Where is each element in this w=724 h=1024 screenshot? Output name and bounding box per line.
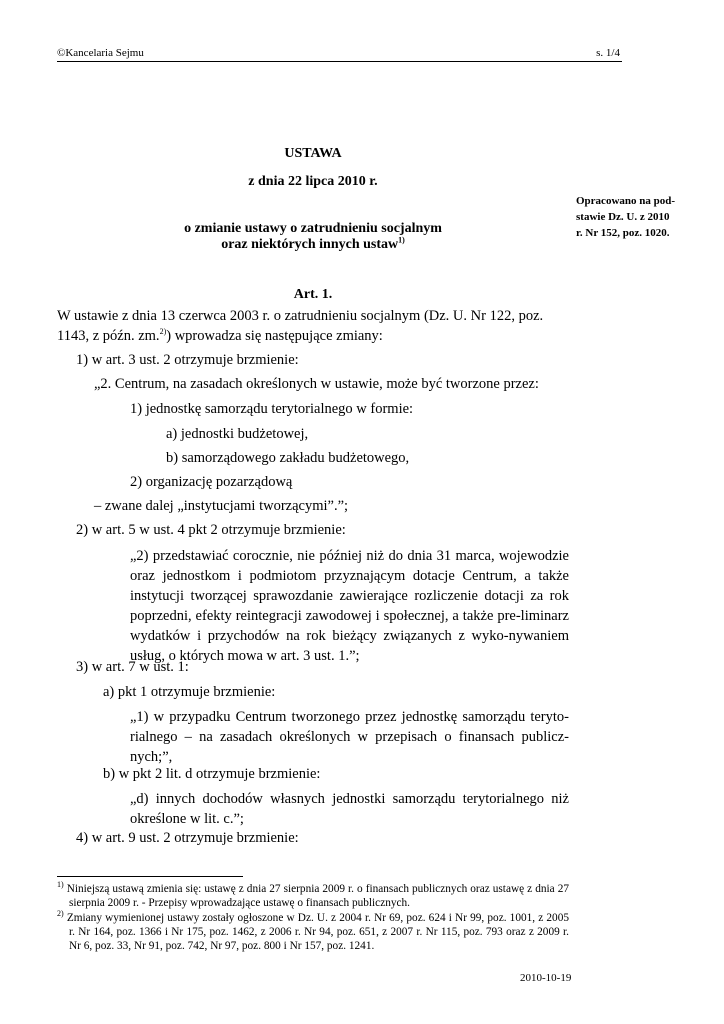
footnote-2-mark: 2)	[57, 909, 64, 919]
amendment-1-item-1a: a) jednostki budżetowej,	[166, 426, 309, 442]
amendment-3a-quote: „1) w przypadku Centrum tworzonego przez jednostkę samorządu teryto-rialnego – na zasadach określonych w przepisach o finansach publicz-nych;”,	[130, 709, 569, 765]
amendment-1-item-1b: b) samorządowego zakładu budżetowego,	[166, 450, 410, 466]
amendment-1-quote: „2. Centrum, na zasadach określonych w ustawie, może być tworzone przez:	[94, 376, 539, 392]
amendment-1: 1) w art. 3 ust. 2 otrzymuje brzmienie:	[76, 352, 299, 368]
footnote-ref-1: 1)	[398, 235, 405, 245]
side-note-line1: Opracowano na pod-	[576, 195, 676, 207]
footnote-divider	[57, 876, 243, 877]
header-divider	[57, 61, 622, 62]
amendment-3a: a) pkt 1 otrzymuje brzmienie:	[103, 684, 276, 700]
footnote-1-text: Niniejszą ustawą zmienia się: ustawę z dnia 27 sierpnia 2009 r. o finansach publicznych oraz ustawę z dnia 27 sierpnia 2009 r. - Przepisy wprowadzające ustawę o finansach publicznych.	[66, 883, 569, 909]
footnote-ref-2: 2)	[159, 327, 167, 337]
amendment-3b-quote: „d) innych dochodów własnych jednostki samorządu terytorialnego niż określone w lit. c.”;	[130, 791, 569, 827]
amendment-4: 4) w art. 9 ust. 2 otrzymuje brzmienie:	[76, 830, 299, 846]
amendment-3: 3) w art. 7 w ust. 1:	[76, 659, 189, 675]
act-subject-line1: o zmianie ustawy o zatrudnieniu socjalnym	[184, 221, 442, 236]
footnote-2-text: Zmiany wymienionej ustawy zostały ogłoszone w Dz. U. z 2004 r. Nr 69, poz. 624 i Nr 99, poz. 1001, z 2005 r. Nr 164, poz. 1366 i Nr 175, poz. 1462, z 2006 r. Nr 94, poz. 651, z 2007 r. Nr 115, poz. 793 oraz z 2009 r. Nr 6, poz. 33, Nr 91, poz. 742, Nr 97, poz. 800 i Nr 157, poz. 1241.	[66, 912, 569, 952]
article-intro	[57, 306, 569, 346]
act-date: z dnia 22 lipca 2010 r.	[248, 174, 378, 189]
page-number: s. 1/4	[596, 47, 620, 59]
side-note-line2: stawie Dz. U. z 2010	[576, 211, 670, 223]
amendment-1-end: – zwane dalej „instytucjami tworzącymi”.”;	[94, 498, 349, 514]
act-type: USTAWA	[284, 146, 342, 161]
footnote-1-mark: 1)	[57, 880, 64, 890]
document-date: 2010-10-19	[520, 972, 572, 984]
amendment-1-item-2: 2) organizację pozarządową	[130, 474, 293, 490]
footnote-2	[57, 911, 569, 953]
amendment-3b: b) w pkt 2 lit. d otrzymuje brzmienie:	[103, 766, 321, 782]
side-note-line3: r. Nr 152, poz. 1020.	[576, 227, 670, 239]
act-subject-text: oraz niektórych innych ustaw	[221, 237, 399, 252]
side-note	[576, 193, 696, 241]
intro-text-c: ) wprowadza się następujące zmiany:	[166, 328, 383, 344]
header-source: ©Kancelaria Sejmu	[57, 47, 144, 59]
amendment-2: 2) w art. 5 w ust. 4 pkt 2 otrzymuje brzmienie:	[76, 522, 346, 538]
article-intro-line1: W ustawie z dnia 13 czerwca 2003 r. o zatrudnieniu socjalnym (Dz. U. Nr 122, poz.	[57, 308, 544, 324]
article-heading: Art. 1.	[293, 287, 333, 302]
intro-text-b: 1143, z późn. zm.	[57, 328, 160, 344]
act-subject-line2	[57, 237, 569, 253]
article-intro-line2	[57, 326, 569, 346]
amendment-1-item-1: 1) jednostkę samorządu terytorialnego w formie:	[130, 401, 414, 417]
amendment-2-quote: „2) przedstawiać corocznie, nie później niż do dnia 31 marca, wojewodzie oraz jednostkom i podmiotom przyznającym dotacje Centrum, a także instytucji tworzącej sprawozdanie zawierające rozliczenie dotacji za rok poprzedni, efekty reintegracji zawodowej i społecznej, a także pre-liminarz wydatków i przychodów na rok bieżący związanych z wyko-nywaniem usług, o których mowa w art. 3 ust. 1.”;	[130, 548, 569, 664]
footnote-1	[57, 882, 569, 910]
